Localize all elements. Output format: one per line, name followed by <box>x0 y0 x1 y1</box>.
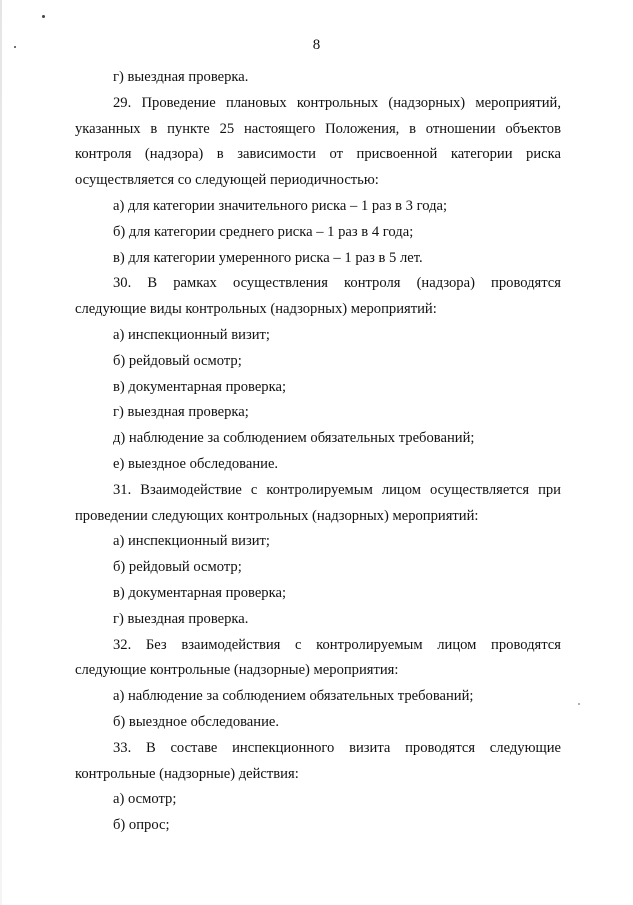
list-item: б) опрос; <box>113 817 170 834</box>
paragraph-32-line: следующие контрольные (надзорные) мероприятия: <box>75 662 399 679</box>
paragraph-29-line: 29. Проведение плановых контрольных (надзорных) мероприятий, <box>113 94 561 111</box>
paragraph-33-line: контрольные (надзорные) действия: <box>75 765 299 782</box>
list-item: в) для категории умеренного риска – 1 раз в 5 лет. <box>113 249 423 266</box>
list-item: в) документарная проверка; <box>113 378 286 395</box>
list-item: б) для категории среднего риска – 1 раз в 4 года; <box>113 223 414 240</box>
paragraph-31-line: проведении следующих контрольных (надзорных) мероприятий: <box>75 507 479 524</box>
document-body <box>75 65 561 839</box>
paragraph-30-line: следующие виды контрольных (надзорных) мероприятий: <box>75 301 437 318</box>
list-item: а) наблюдение за соблюдением обязательных требований; <box>113 688 474 705</box>
list-item: е) выездное обследование. <box>113 455 279 472</box>
list-item: а) осмотр; <box>113 791 177 808</box>
list-item: а) инспекционный визит; <box>113 533 270 550</box>
paragraph-30-line: 30. В рамках осуществления контроля (надзора) проводятся <box>113 275 561 292</box>
list-item: б) выездное обследование. <box>113 713 280 730</box>
list-item: б) рейдовый осмотр; <box>113 352 242 369</box>
list-item: б) рейдовый осмотр; <box>113 559 242 576</box>
list-item: а) для категории значительного риска – 1 раз в 3 года; <box>113 197 448 214</box>
page-number: 8 <box>312 37 321 53</box>
scan-edge <box>0 0 2 905</box>
paragraph-29-line: контроля (надзора) в зависимости от присвоенной категории риска <box>75 146 561 163</box>
list-item: а) инспекционный визит; <box>113 326 270 343</box>
list-item: г) выездная проверка. <box>113 610 249 627</box>
list-item: г) выездная проверка; <box>113 404 249 421</box>
scan-speck <box>42 15 45 18</box>
scan-speck <box>578 703 580 705</box>
paragraph-31-line: 31. Взаимодействие с контролируемым лицом осуществляется при <box>113 481 561 498</box>
paragraph-33-line: 33. В составе инспекционного визита проводятся следующие <box>113 739 561 756</box>
list-item: в) документарная проверка; <box>113 584 286 601</box>
paragraph-32-line: 32. Без взаимодействия с контролируемым лицом проводятся <box>113 636 561 653</box>
list-item: г) выездная проверка. <box>113 69 249 85</box>
list-item: д) наблюдение за соблюдением обязательных требований; <box>113 430 475 447</box>
paragraph-29-line: осуществляется со следующей периодичностью: <box>75 172 379 189</box>
paragraph-29-line: указанных в пункте 25 настоящего Положения, в отношении объектов <box>75 120 561 137</box>
